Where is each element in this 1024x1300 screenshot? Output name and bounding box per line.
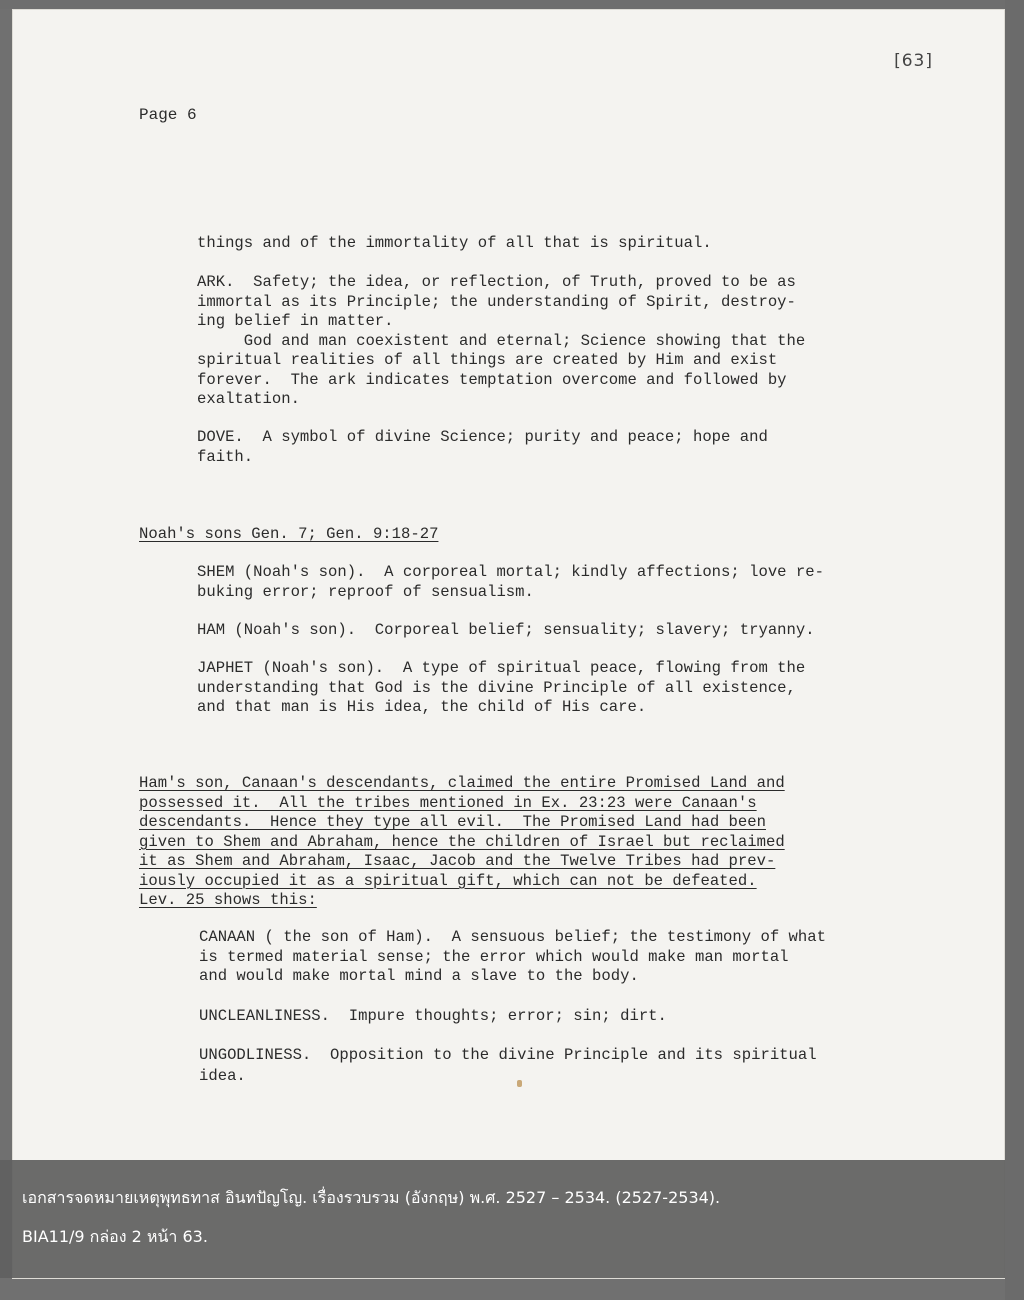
underlined-line: Ham's son, Canaan's descendants, claimed the entire Promised Land and [139, 774, 785, 792]
underlined-line: descendants. Hence they type all evil. The Promised Land had been [139, 813, 766, 831]
caption-reference: BIA11/9 กล่อง 2 หน้า 63. [22, 1227, 208, 1246]
underlined-line: it as Shem and Abraham, Isaac, Jacob and the Twelve Tribes had prev- [139, 852, 776, 870]
text-line: UNGODLINESS. Opposition to the divine Principle and its spiritual [199, 1046, 817, 1064]
text-line: CANAAN ( the son of Ham). A sensuous belief; the testimony of what [199, 928, 826, 946]
section-heading: Noah's sons Gen. 7; Gen. 9:18-27 [139, 525, 439, 543]
text-line: HAM (Noah's son). Corporeal belief; sensuality; slavery; tryanny. [197, 621, 815, 639]
text-line: idea. [199, 1066, 246, 1085]
text-line: ARK. Safety; the idea, or reflection, of Truth, proved to be as [197, 273, 796, 291]
text-line: exaltation. [197, 390, 300, 408]
text-line: SHEM (Noah's son). A corporeal mortal; kindly affections; love re- [197, 563, 824, 581]
text-line: things and of the immortality of all that is spiritual. [197, 234, 712, 252]
handwritten-page-number: [63] [894, 51, 933, 71]
page-label: Page 6 [139, 106, 197, 124]
text-line: God and man coexistent and eternal; Science showing that the [197, 331, 806, 350]
text-line: forever. The ark indicates temptation overcome and followed by [197, 370, 787, 389]
text-line: spiritual realities of all things are created by Him and exist [197, 351, 778, 369]
underlined-line: iously occupied it as a spiritual gift, which can not be defeated. [139, 871, 757, 890]
text-line: faith. [197, 447, 254, 466]
scan-frame-top [0, 0, 1024, 9]
caption-bar [0, 1160, 1005, 1278]
underlined-line: given to Shem and Abraham, hence the children of Israel but reclaimed [139, 832, 785, 851]
document-page [12, 9, 1005, 1279]
underlined-line: Lev. 25 shows this: [139, 891, 317, 909]
text-line: UNCLEANLINESS. Impure thoughts; error; sin; dirt. [199, 1007, 667, 1025]
text-line: and that man is His idea, the child of His care. [197, 698, 647, 716]
paper-fleck [517, 1080, 522, 1087]
text-line: and would make mortal mind a slave to the body. [199, 967, 639, 985]
text-line: immortal as its Principle; the understanding of Spirit, destroy- [197, 292, 796, 311]
scan-frame-right [1005, 0, 1024, 1300]
text-line: JAPHET (Noah's son). A type of spiritual peace, flowing from the [197, 659, 806, 677]
caption-title: เอกสารจดหมายเหตุพุทธทาส อินทปัญโญ. เรื่องรวบรวม (อังกฤษ) พ.ศ. 2527 – 2534. (2527-2534). [22, 1188, 721, 1207]
text-line: understanding that God is the divine Principle of all existence, [197, 678, 796, 697]
text-line: buking error; reproof of sensualism. [197, 582, 534, 601]
text-line: is termed material sense; the error which would make man mortal [199, 947, 789, 966]
text-line: ing belief in matter. [197, 312, 394, 330]
text-line: DOVE. A symbol of divine Science; purity and peace; hope and [197, 428, 768, 446]
underlined-line: possessed it. All the tribes mentioned in Ex. 23:23 were Canaan's [139, 793, 757, 812]
